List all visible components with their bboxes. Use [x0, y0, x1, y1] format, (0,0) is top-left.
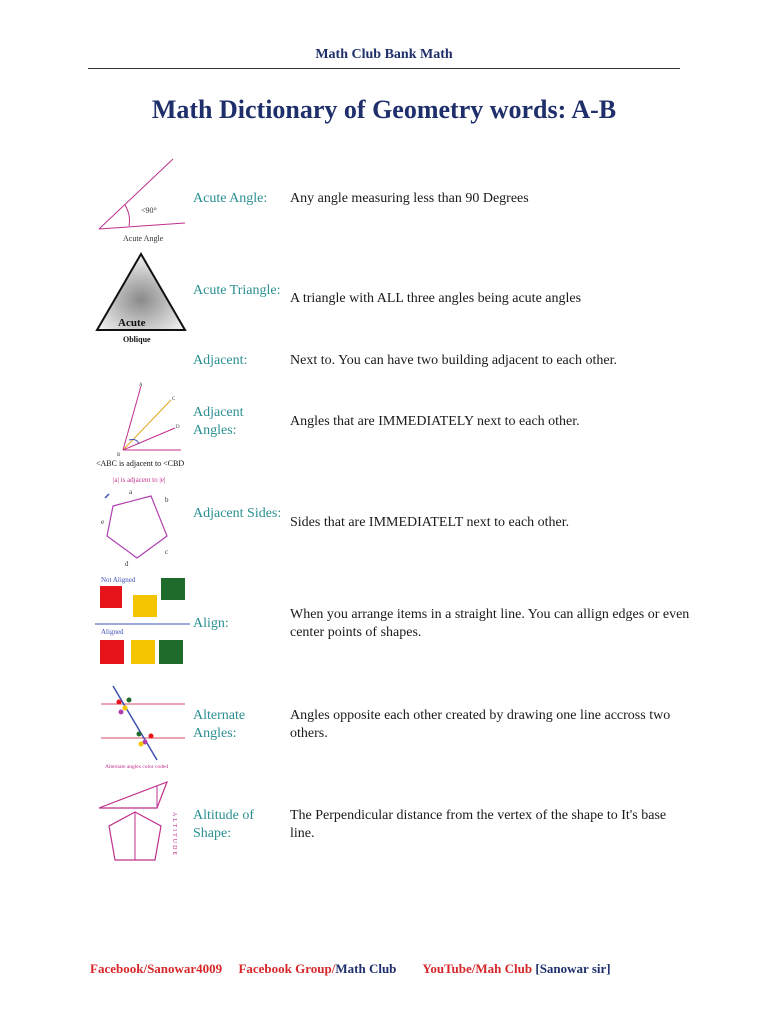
figure-caption: Not Aligned: [101, 576, 136, 584]
figure-caption: Aligned: [101, 628, 124, 636]
figure-point-label: D: [176, 425, 180, 430]
footer-facebook-label: Facebook/: [90, 961, 148, 976]
figure-side-label: c: [165, 548, 169, 556]
footer-youtube-value: Mah Club: [475, 961, 533, 976]
footer-facebook-value: Sanowar4009: [147, 961, 223, 976]
figure-side-label: a: [129, 488, 133, 496]
alternate-angles-figure: [95, 684, 190, 772]
term-label: Acute Angle:: [193, 191, 268, 206]
figure-caption: Acute Angle: [123, 234, 164, 243]
footer-group-label: Facebook Group/: [238, 961, 336, 976]
figure-point-label: C: [172, 397, 176, 402]
figure-label: <90°: [141, 206, 157, 215]
term-definition: Angles opposite each other created by drawing one line accross two others.: [290, 708, 671, 741]
figure-caption: Alternate angles color coded: [105, 764, 169, 770]
acute-angle-figure: [95, 155, 187, 245]
page-title: Math Dictionary of Geometry words: A-B: [151, 95, 617, 124]
header-divider: [88, 68, 680, 69]
figure-label: Acute: [118, 317, 146, 329]
footer-youtube-label: YouTube/: [422, 961, 476, 976]
adjacent-sides-figure: [95, 470, 187, 572]
term-definition: When you arrange items in a straight line. You can allign edges or even center points of shapes.: [290, 607, 690, 640]
page-footer: [90, 961, 690, 977]
term-definition: Next to. You can have two building adjacent to each other.: [290, 353, 617, 368]
figure-side-label: e: [101, 518, 105, 526]
term-label: Adjacent Angles:: [193, 405, 244, 438]
term-label: Adjacent Sides:: [193, 506, 282, 521]
align-figure: [95, 574, 190, 668]
term-definition: The Perpendicular distance from the vertex of the shape to It's base line.: [290, 808, 667, 841]
figure-side-label: d: [125, 560, 129, 568]
footer-group-value: Math Club: [335, 961, 397, 976]
figure-point-label: A: [139, 383, 143, 388]
adjacent-angles-figure: [95, 378, 187, 468]
figure-caption: Oblique: [123, 335, 151, 344]
term-definition: Any angle measuring less than 90 Degrees: [290, 191, 529, 206]
term-label: Alternate Angles:: [193, 708, 246, 741]
figure-point-label: B: [117, 453, 121, 458]
figure-caption: |a| is adjacent to |e|: [113, 476, 166, 484]
figure-caption: ALTITUDE: [171, 812, 177, 858]
footer-youtube-suffix: [Sanowar sir]: [535, 961, 611, 976]
page-header: Math Club Bank Math: [315, 47, 453, 62]
term-label: Acute Triangle:: [193, 283, 281, 298]
term-definition: A triangle with ALL three angles being acute angles: [290, 291, 582, 306]
acute-triangle-figure: [95, 252, 187, 347]
term-label: Align:: [193, 616, 229, 631]
altitude-figure: [95, 778, 190, 878]
term-label: Adjacent:: [193, 353, 248, 368]
figure-side-label: b: [165, 496, 169, 504]
term-label: Altitude of Shape:: [193, 808, 255, 841]
term-definition: Angles that are IMMEDIATELY next to each other.: [290, 414, 580, 429]
term-definition: Sides that are IMMEDIATELT next to each other.: [290, 515, 570, 530]
figure-caption: <ABC is adjacent to <CBD: [96, 459, 185, 468]
